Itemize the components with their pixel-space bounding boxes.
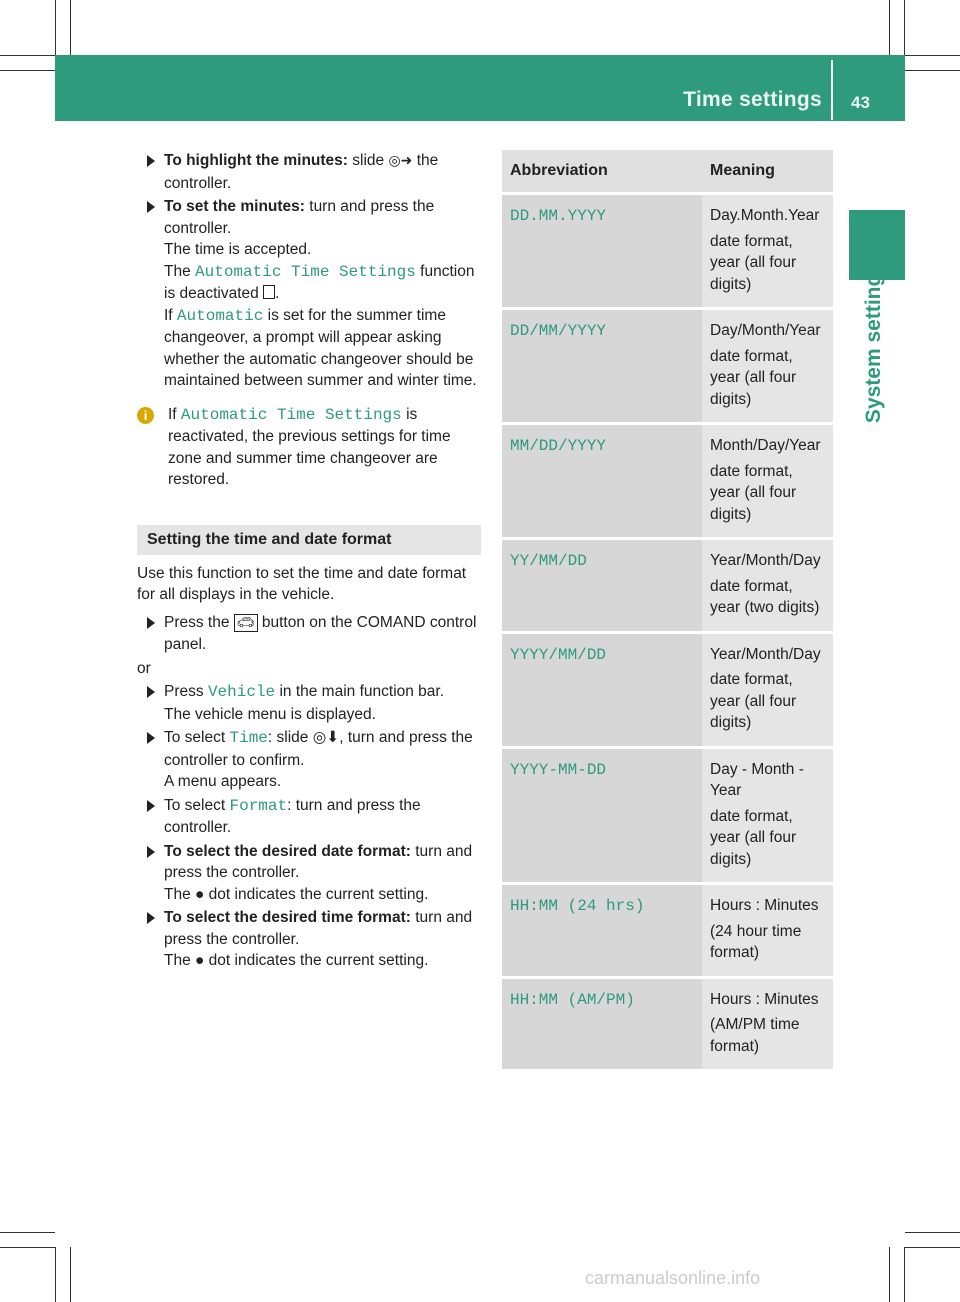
crop-mark: [905, 1247, 960, 1248]
step-text: slide: [347, 152, 389, 169]
meaning-title: Day.Month.Year: [710, 207, 820, 224]
result-text: The time is accepted.: [164, 241, 312, 258]
meaning-title: Month/Day/Year: [710, 437, 821, 454]
abbreviation-code: DD/MM/YYYY: [510, 322, 607, 340]
abbreviation-code: YYYY/MM/DD: [510, 645, 607, 664]
abbreviation-code: DD.MM.YYYY: [510, 207, 607, 225]
meaning-cell: [702, 194, 833, 309]
section-tab-label: System settings: [862, 262, 885, 424]
abbreviation-code: HH:MM (24 hrs): [510, 897, 645, 915]
meaning-description: date format, year (all four digits): [710, 232, 797, 293]
step-press-button: Press the 🚗︎ button on the COMAND control panel.: [137, 612, 481, 656]
table-row: [502, 884, 833, 978]
menu-code: Automatic Time Settings: [180, 405, 402, 424]
meaning-description: date format, year (all four digits): [710, 671, 797, 731]
step-arrow-icon: [147, 686, 155, 698]
meaning-cell: [702, 977, 833, 1071]
meaning-title: Year/Month/Day: [710, 645, 821, 663]
result-text: The ● dot indicates the current setting.: [164, 885, 429, 903]
info-icon: i: [137, 407, 154, 424]
meaning-title: Year/Month/Day: [710, 552, 821, 569]
deactivated-note: The Automatic Time Settings function is deactivated .: [164, 262, 475, 302]
abbreviation-cell: [502, 632, 702, 747]
left-column: [137, 150, 481, 974]
meaning-cell: [702, 632, 833, 747]
meaning-cell: [702, 539, 833, 633]
or-text: or: [137, 659, 151, 677]
step-select-time: To select Time: slide ◎⬇, turn and press the controller to confirm. A menu appears.: [137, 727, 481, 793]
table-row: [502, 194, 833, 309]
page-number: 43: [851, 93, 870, 112]
menu-code: Vehicle: [207, 683, 276, 701]
crop-mark: [0, 1247, 55, 1248]
column-header: Abbreviation: [502, 150, 702, 194]
meaning-title: Hours : Minutes: [710, 897, 819, 914]
abbreviation-cell: [502, 194, 702, 309]
header-divider: [831, 60, 833, 120]
watermark: carmanualsonline.info: [585, 1268, 761, 1288]
meaning-title: Hours : Minutes: [710, 990, 819, 1008]
abbreviation-cell: [502, 424, 702, 539]
crop-mark: [0, 70, 55, 71]
crop-mark: [889, 1247, 890, 1302]
crop-mark: [905, 55, 960, 56]
meaning-cell: [702, 309, 833, 424]
step-text: turn and press the controller.: [164, 198, 435, 237]
step-highlight-minutes: [137, 150, 481, 194]
step-arrow-icon: [147, 912, 155, 924]
abbreviation-code: YYYY-MM-DD: [510, 760, 607, 779]
meaning-cell: [702, 424, 833, 539]
vehicle-button-icon: 🚗︎: [234, 614, 258, 632]
menu-code: Automatic Time Settings: [195, 262, 416, 281]
crop-mark: [889, 0, 890, 55]
table-row: [502, 539, 833, 633]
abbreviation-code: HH:MM (AM/PM): [510, 990, 635, 1009]
table-row: [502, 424, 833, 539]
meaning-description: date format, year (all four digits): [710, 347, 797, 408]
section-heading: Setting the time and date format: [137, 525, 481, 555]
result-text: A menu appears.: [164, 773, 282, 790]
step-arrow-icon: [147, 846, 155, 858]
meaning-description: date format, year (all four digits): [710, 462, 797, 523]
abbreviation-code: YY/MM/DD: [510, 552, 587, 570]
meaning-cell: [702, 884, 833, 978]
table-header-row: [502, 150, 833, 194]
crop-mark: [904, 0, 905, 55]
meaning-description: date format, year (two digits): [710, 577, 820, 616]
meaning-description: (24 hour time format): [710, 922, 802, 961]
table-row: [502, 309, 833, 424]
meaning-cell: [702, 747, 833, 884]
step-arrow-icon: [147, 732, 155, 744]
meaning-title: Day/Month/Year: [710, 322, 821, 339]
meaning-description: (AM/PM time format): [710, 1016, 800, 1055]
table-row: [502, 747, 833, 884]
section-intro: Use this function to set the time and date format for all displays in the vehicle.: [137, 564, 467, 603]
result-text: The ● dot indicates the current setting.: [164, 952, 429, 969]
meaning-title: Day - Month - Year: [710, 760, 804, 799]
step-arrow-icon: [147, 155, 155, 167]
crop-mark: [0, 55, 55, 56]
table-row: [502, 977, 833, 1071]
abbreviation-cell: [502, 884, 702, 978]
crop-mark: [55, 0, 56, 55]
result-text: The vehicle menu is displayed.: [164, 705, 376, 723]
step-set-minutes: [137, 196, 481, 392]
abbreviation-cell: [502, 539, 702, 633]
abbreviation-cell: [502, 977, 702, 1071]
step-arrow-icon: [147, 201, 155, 213]
controller-slide-right-icon: ◎➜: [388, 153, 413, 169]
abbreviation-cell: [502, 309, 702, 424]
menu-code: Time: [229, 729, 268, 747]
page-title: Time settings: [683, 88, 822, 111]
crop-mark: [0, 1232, 55, 1233]
crop-mark: [70, 0, 71, 55]
menu-code: Automatic: [176, 306, 264, 325]
summer-note: If Automatic is set for the summer time changeover, a prompt will appear asking whether the automatic changeover should be maintained between summer and winter time.: [164, 306, 477, 389]
info-note: i If Automatic Time Settings is reactivated, the previous settings for time zone and summer time changeover are restored.: [137, 404, 481, 491]
format-table: [502, 150, 833, 1072]
crop-mark: [905, 1232, 960, 1233]
meaning-description: date format, year (all four digits): [710, 807, 797, 868]
step-bold: To highlight the minutes:: [164, 152, 348, 169]
crop-mark: [70, 1247, 71, 1302]
step-arrow-icon: [147, 617, 155, 629]
crop-mark: [55, 1247, 56, 1302]
menu-code: Format: [229, 796, 288, 815]
step-text: the controller.: [164, 152, 439, 192]
crop-mark: [905, 70, 960, 71]
step-bold: To set the minutes:: [164, 198, 305, 215]
crop-mark: [904, 1247, 905, 1302]
table-row: [502, 632, 833, 747]
column-header: Meaning: [702, 150, 833, 194]
step-select-format: To select Format: turn and press the controller.: [137, 795, 481, 839]
abbreviation-code: MM/DD/YYYY: [510, 437, 607, 455]
step-arrow-icon: [147, 800, 155, 812]
checkbox-unchecked-icon: [263, 285, 275, 299]
step-time-format: To select the desired time format: turn and press the controller. The ● dot indicates the current setting.: [137, 907, 481, 972]
abbreviation-cell: [502, 747, 702, 884]
step-press-vehicle: Press Vehicle in the main function bar. The vehicle menu is displayed.: [137, 681, 481, 725]
step-date-format: To select the desired date format: turn and press the controller. The ● dot indicates the current setting.: [137, 841, 481, 906]
